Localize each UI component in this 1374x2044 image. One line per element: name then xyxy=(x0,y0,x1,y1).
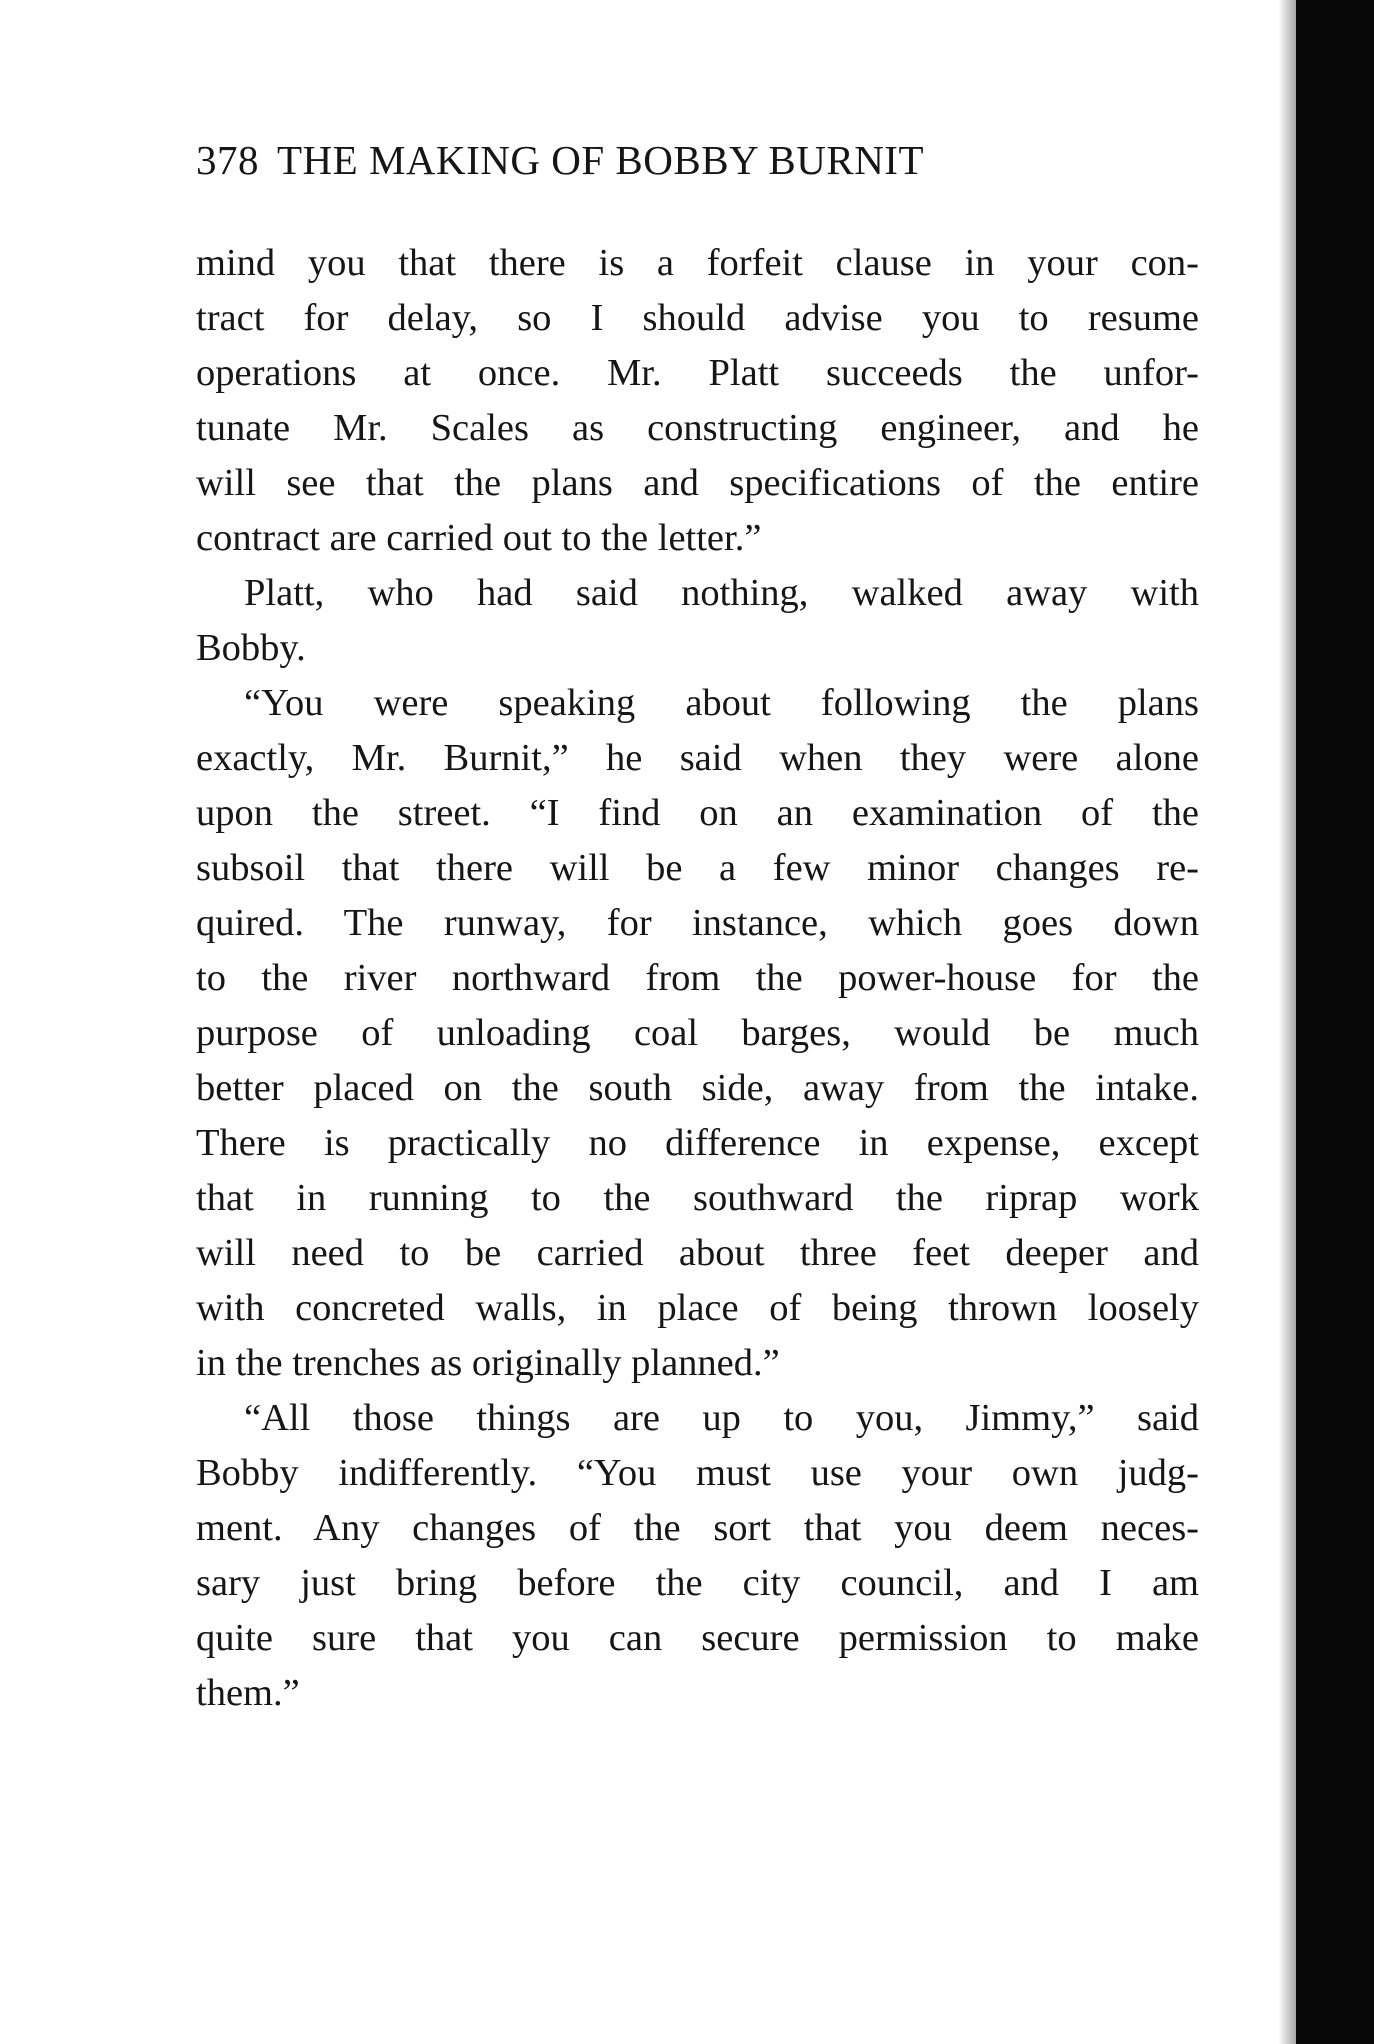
text-line: Bobby indifferently. “You must use your own judg- xyxy=(196,1452,1199,1494)
text-line: sary just bring before the city council, and I am xyxy=(196,1562,1199,1604)
text-line: to the river northward from the power-house for the xyxy=(196,957,1199,999)
text-line: tunate Mr. Scales as constructing engineer, and he xyxy=(196,407,1199,449)
text-line: better placed on the south side, away from the intake. xyxy=(196,1067,1199,1109)
text-line: quite sure that you can secure permission to make xyxy=(196,1617,1199,1659)
text-line: quired. The runway, for instance, which goes down xyxy=(196,902,1199,944)
text-line: Bobby. xyxy=(196,627,306,669)
text-line: operations at once. Mr. Platt succeeds the unfor- xyxy=(196,352,1199,394)
text-line: subsoil that there will be a few minor changes re- xyxy=(196,847,1199,889)
text-line: “All those things are up to you, Jimmy,” said xyxy=(244,1397,1199,1439)
binding-edge xyxy=(1296,0,1374,2044)
body-text xyxy=(196,236,1199,1721)
text-line: in the trenches as originally planned.” xyxy=(196,1342,780,1384)
text-line: tract for delay, so I should advise you to resume xyxy=(196,297,1199,339)
text-line: ment. Any changes of the sort that you deem neces- xyxy=(196,1507,1199,1549)
text-line: will need to be carried about three feet deeper and xyxy=(196,1232,1199,1274)
text-line: Platt, who had said nothing, walked away with xyxy=(244,572,1199,614)
text-line: with concreted walls, in place of being thrown loosely xyxy=(196,1287,1199,1329)
text-line: contract are carried out to the letter.” xyxy=(196,517,762,559)
text-line: mind you that there is a forfeit clause in your con- xyxy=(196,242,1199,284)
text-line: purpose of unloading coal barges, would be much xyxy=(196,1012,1199,1054)
text-line: that in running to the southward the riprap work xyxy=(196,1177,1199,1219)
text-line: “You were speaking about following the plans xyxy=(244,682,1199,724)
running-title: THE MAKING OF BOBBY BURNIT xyxy=(277,137,924,183)
running-head xyxy=(196,136,1196,184)
text-line: will see that the plans and specifications of the entire xyxy=(196,462,1199,504)
binding-shadow xyxy=(1278,0,1296,2044)
text-line: them.” xyxy=(196,1672,300,1714)
page-number: 378 xyxy=(196,137,259,183)
text-line: There is practically no difference in expense, except xyxy=(196,1122,1199,1164)
text-line: upon the street. “I find on an examination of the xyxy=(196,792,1199,834)
text-line: exactly, Mr. Burnit,” he said when they were alone xyxy=(196,737,1199,779)
